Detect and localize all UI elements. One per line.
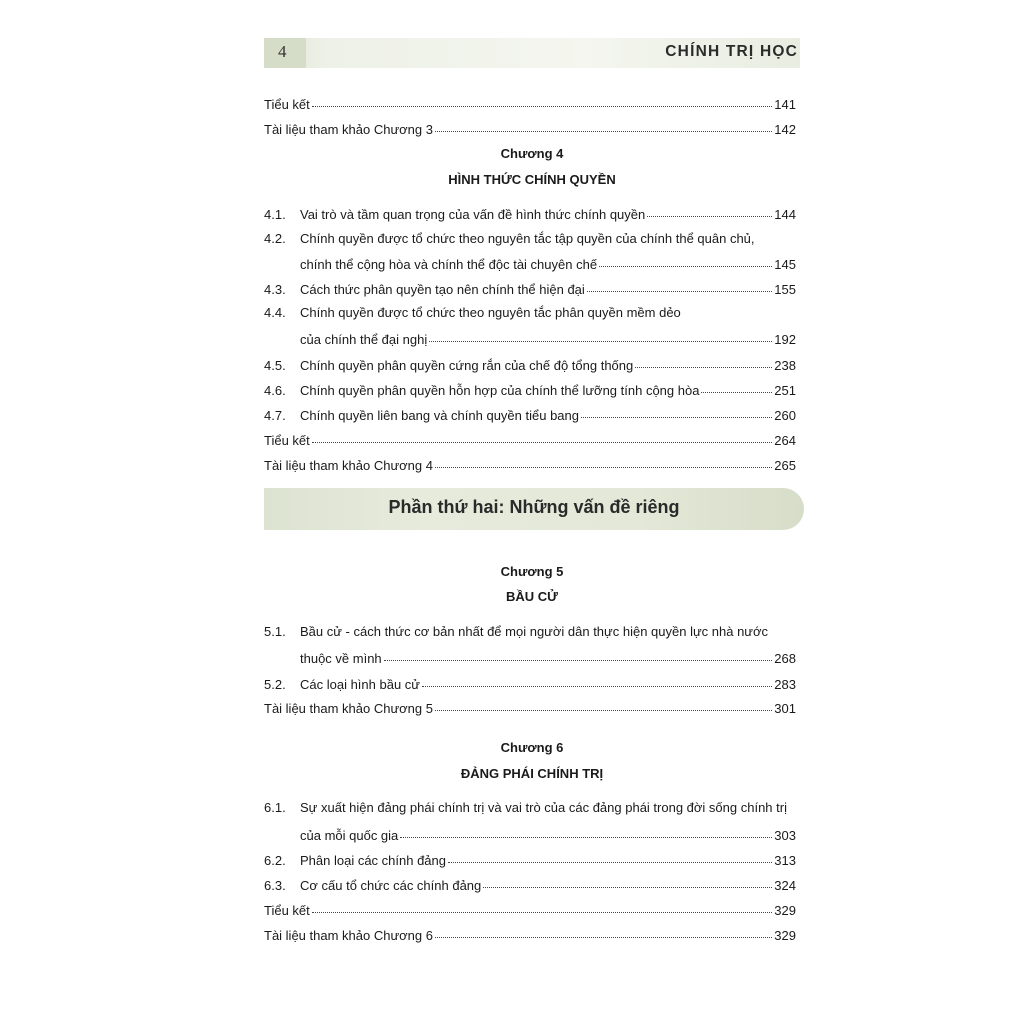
toc-entry-line1: 4.2. Chính quyền được tổ chức theo nguyên tắc tập quyền của chính thể quân chủ, — [264, 231, 755, 246]
part-title: Phần thứ hai: Những vấn đề riêng — [388, 497, 680, 517]
toc-entry-line2: chính thể cộng hòa và chính thể độc tài chuyên chế 145 — [300, 252, 796, 274]
toc-row-references: Tài liệu tham khảo Chương 5 301 — [264, 696, 796, 718]
chapter-label: Chương 6 — [500, 740, 564, 755]
chapter-title: BẦU CỬ — [506, 589, 558, 604]
toc-row-references: Tài liệu tham khảo Chương 3 142 — [264, 117, 796, 139]
toc-row-summary: Tiểu kết 264 — [264, 428, 796, 450]
toc-entry-line1: 4.4. Chính quyền được tổ chức theo nguyên tắc phân quyền mềm dẻo — [264, 305, 681, 320]
chapter-label: Chương 4 — [500, 146, 564, 161]
toc-entry-line2: của chính thể đại nghị 192 — [300, 327, 796, 349]
toc-entry: 4.7. Chính quyền liên bang và chính quyền tiểu bang 260 — [264, 403, 796, 425]
toc-row-references: Tài liệu tham khảo Chương 6 329 — [264, 923, 796, 945]
page-number: 4 — [278, 42, 287, 61]
running-book-title: CHÍNH TRỊ HỌC — [665, 43, 798, 60]
chapter-title: HÌNH THỨC CHÍNH QUYỀN — [448, 172, 616, 187]
toc-entry: 4.6. Chính quyền phân quyền hỗn hợp của chính thể lưỡng tính cộng hòa 251 — [264, 378, 796, 400]
chapter-title: ĐẢNG PHÁI CHÍNH TRỊ — [460, 766, 604, 781]
toc-entry: 4.3. Cách thức phân quyền tạo nên chính thể hiện đại 155 — [264, 277, 796, 299]
toc-entry-line1: 5.1. Bầu cử - cách thức cơ bản nhất để mọi người dân thực hiện quyền lực nhà nước — [264, 624, 769, 639]
toc-row-references: Tài liệu tham khảo Chương 4 265 — [264, 453, 796, 475]
toc-row-summary: Tiểu kết 141 — [264, 92, 796, 114]
toc-entry: 6.2. Phân loại các chính đảng 313 — [264, 848, 796, 870]
toc-entry: 4.5. Chính quyền phân quyền cứng rắn của chế độ tổng thống 238 — [264, 353, 796, 375]
toc-entry-line2: thuộc về mình 268 — [300, 646, 796, 668]
toc-entry: 6.3. Cơ cấu tổ chức các chính đảng 324 — [264, 873, 796, 895]
toc-entry: 4.1. Vai trò và tầm quan trọng của vấn đề hình thức chính quyền 144 — [264, 202, 796, 224]
toc-entry: 5.2. Các loại hình bầu cử 283 — [264, 672, 796, 694]
toc-entry-line1: 6.1. Sự xuất hiện đảng phái chính trị và vai trò của các đảng phái trong đời sống chính trị — [264, 800, 787, 815]
toc-row-summary: Tiểu kết 329 — [264, 898, 796, 920]
chapter-label: Chương 5 — [500, 564, 564, 579]
toc-entry-line2: của mỗi quốc gia 303 — [300, 823, 796, 845]
